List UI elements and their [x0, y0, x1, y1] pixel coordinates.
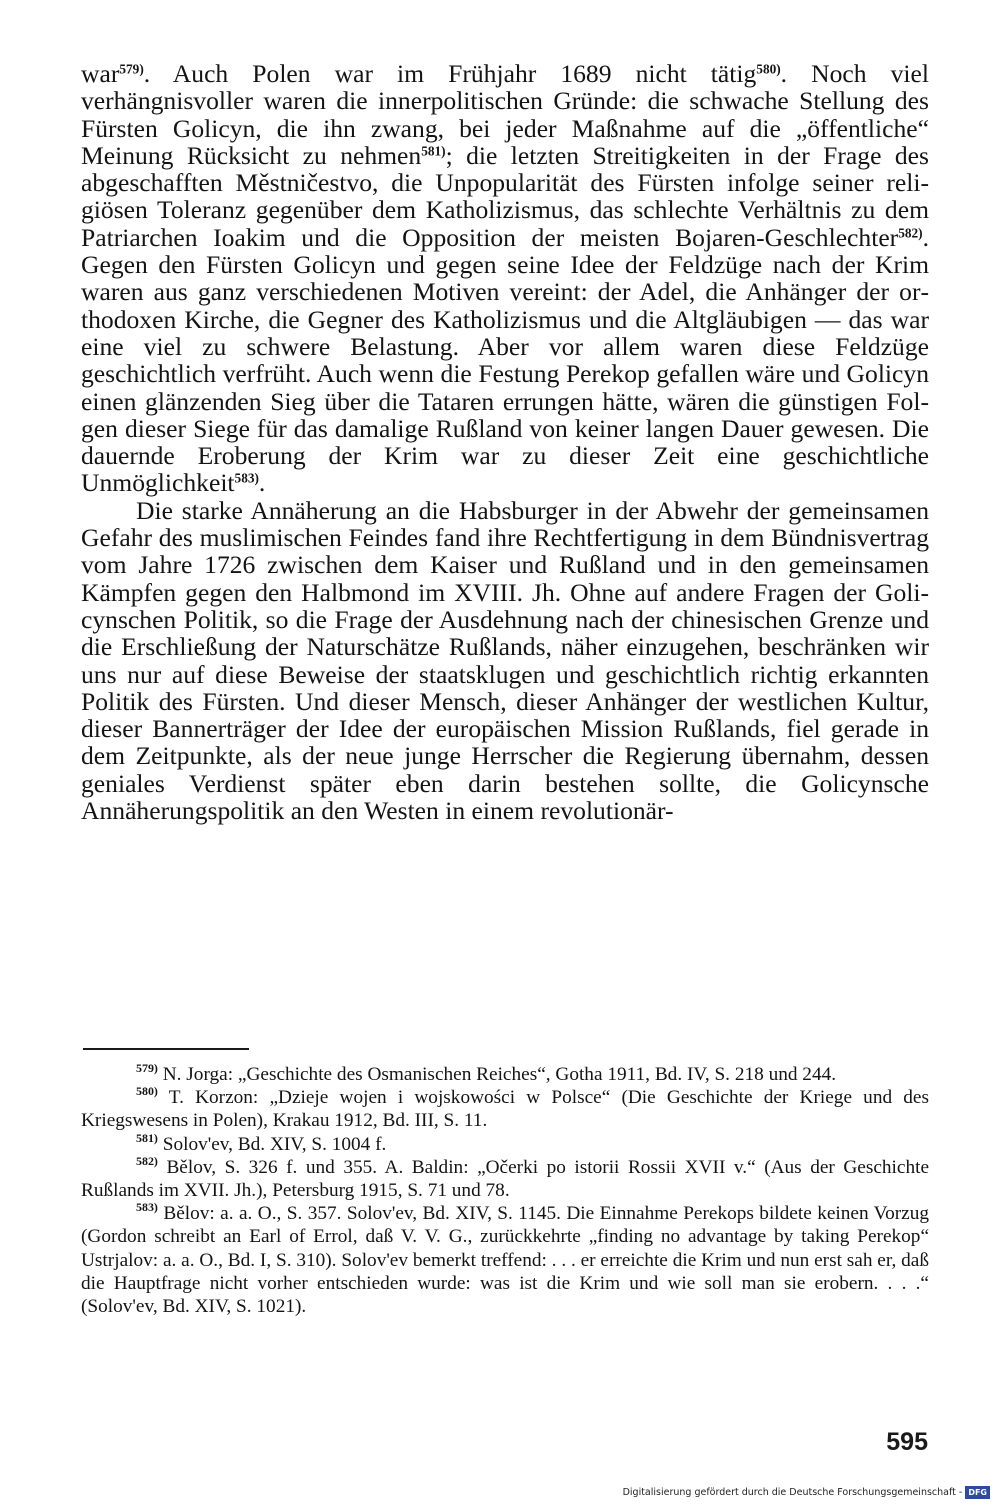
footnote-ref-582[interactable]: 582) [898, 225, 923, 241]
main-text [81, 60, 929, 824]
paragraph-1 [81, 60, 929, 497]
text-run: . Gegen den Fürsten Golicyn und gegen seine Idee der Feldzüge nach der Krim waren aus ganz verschiedenen Motiven vereint: der Adel, die Anhänger der orthodoxen Kirche, die Gegner des Katholizismus und die Altgläubigen — das war eine viel zu schwere Belastung. Aber vor allem waren diese Feldzüge geschichtlich verfrüht. Auch wenn die Festung Perekop gefallen wäre und Golicyn einen glänzenden Sieg über die Tataren errungen hätte, wären die günstigen Folgen dieser Siege für das damalige Rußland von keiner langen Dauer gewesen. Die dauernde Eroberung der Krim war zu dieser Zeit eine geschichtliche Unmöglichkeit [81, 222, 929, 498]
text-run: ; die letzten Streitigkeiten in der Frage des abgeschafften Městničestvo, die Unpopularität des Fürsten infolge seiner religiösen Toleranz gegenüber dem Katholizismus, das schlechte Verhältnis zu dem Patriarchen Ioakim und die Opposition der meisten Bojaren-Geschlechter [81, 140, 929, 252]
footnote-mark: 580) [136, 1084, 158, 1099]
footnote-ref-581[interactable]: 581) [421, 143, 446, 159]
credit-text: Digitalisierung gefördert durch die Deutsche Forschungsgemeinschaft - [622, 1486, 963, 1498]
footnote-text: T. Korzon: „Dzieje wojen i wojskowości w Polsce“ (Die Geschichte der Kriege und des Kriegswesens in Polen), Krakau 1912, Bd. III, S. 11. [81, 1087, 929, 1132]
footnote-579 [81, 1063, 929, 1086]
footnote-ref-579[interactable]: 579) [119, 61, 144, 77]
paragraph-2: Die starke Annäherung an die Habsburger in der Abwehr der gemeinsamen Gefahr des muslimischen Feindes fand ihre Rechtfertigung in dem Bündnisvertrag vom Jahre 1726 zwischen dem Kaiser und Rußland und in den gemeinsamen Kämpfen gegen den Halbmond im XVIII. Jh. Ohne auf andere Fragen der Golicynschen Politik, so die Frage der Ausdehnung nach der chinesischen Grenze und die Erschließung der Naturschätze Rußlands, näher einzugehen, beschränken wir uns nur auf diese Beweise der staatsklugen und geschichtlich richtig erkannten Politik des Fürsten. Und dieser Mensch, dieser Anhänger der westlichen Kultur, dieser Bannerträger der Idee der europäischen Mission Rußlands, fiel gerade in dem Zeitpunkte, als der neue junge Herrscher die Regierung übernahm, dessen geniales Verdienst später eben darin bestehen sollte, die Golicynsche Annäherungspolitik an den Westen in einem revolutionär- [81, 495, 929, 826]
footnote-583 [81, 1202, 929, 1318]
footnote-mark: 582) [136, 1154, 158, 1169]
footnote-mark: 579) [136, 1061, 158, 1076]
footnote-mark: 583) [136, 1200, 158, 1215]
footnote-text: Solov'ev, Bd. XIV, S. 1004 f. [157, 1133, 387, 1155]
footnote-divider [83, 1048, 249, 1050]
digitization-credit [623, 1485, 990, 1499]
footnote-ref-580[interactable]: 580) [756, 61, 781, 77]
footnote-ref-583[interactable]: 583) [234, 470, 259, 486]
text-run: war [81, 59, 120, 88]
footnote-mark: 581) [136, 1130, 158, 1145]
dfg-logo-icon[interactable]: DFG [965, 1486, 990, 1499]
footnote-580 [81, 1086, 929, 1132]
footnote-text: Bělov: a. a. O., S. 357. Solov'ev, Bd. XIV, S. 1145. Die Einnahme Perekops bildete keinen Vorzug (Gordon schreibt an Earl of Errol, daß V. V. G., zurückkehrte „finding no advantage by taking Perekop“ Ustrjalov: a. a. O., Bd. I, S. 310). Solov'ev bemerkt treffend: . . . er erreichte die Krim und nun erst sah er, daß die Hauptfrage nicht vorher entschieden wurde: was ist die Krim und wie soll man sie erobern. . . .“ (Solov'ev, Bd. XIV, S. 1021). [81, 1203, 929, 1318]
footnote-text: N. Jorga: „Geschichte des Osmanischen Reiches“, Gotha 1911, Bd. IV, S. 218 und 244. [157, 1064, 837, 1085]
footnote-582 [81, 1156, 929, 1202]
page-number: 595 [886, 1428, 928, 1456]
text-run: . [258, 468, 266, 498]
text-run: . Noch viel verhängnisvoller waren die innerpolitischen Gründe: die schwache Stellung des Fürsten Golicyn, die ihn zwang, bei jeder Maßnahme auf die „öffentliche“ Meinung Rücksicht zu nehmen [81, 59, 929, 170]
text-run: . Auch Polen war im Frühjahr 1689 nicht tätig [143, 59, 757, 88]
footnotes [81, 1063, 929, 1318]
footnote-text: Bělov, S. 326 f. und 355. A. Baldin: „Očerki po istorii Rossii XVII v.“ (Aus der Geschichte Rußlands im XVII. Jh.), Petersburg 1915, S. 71 und 78. [81, 1156, 929, 1202]
footnote-581 [81, 1130, 929, 1156]
